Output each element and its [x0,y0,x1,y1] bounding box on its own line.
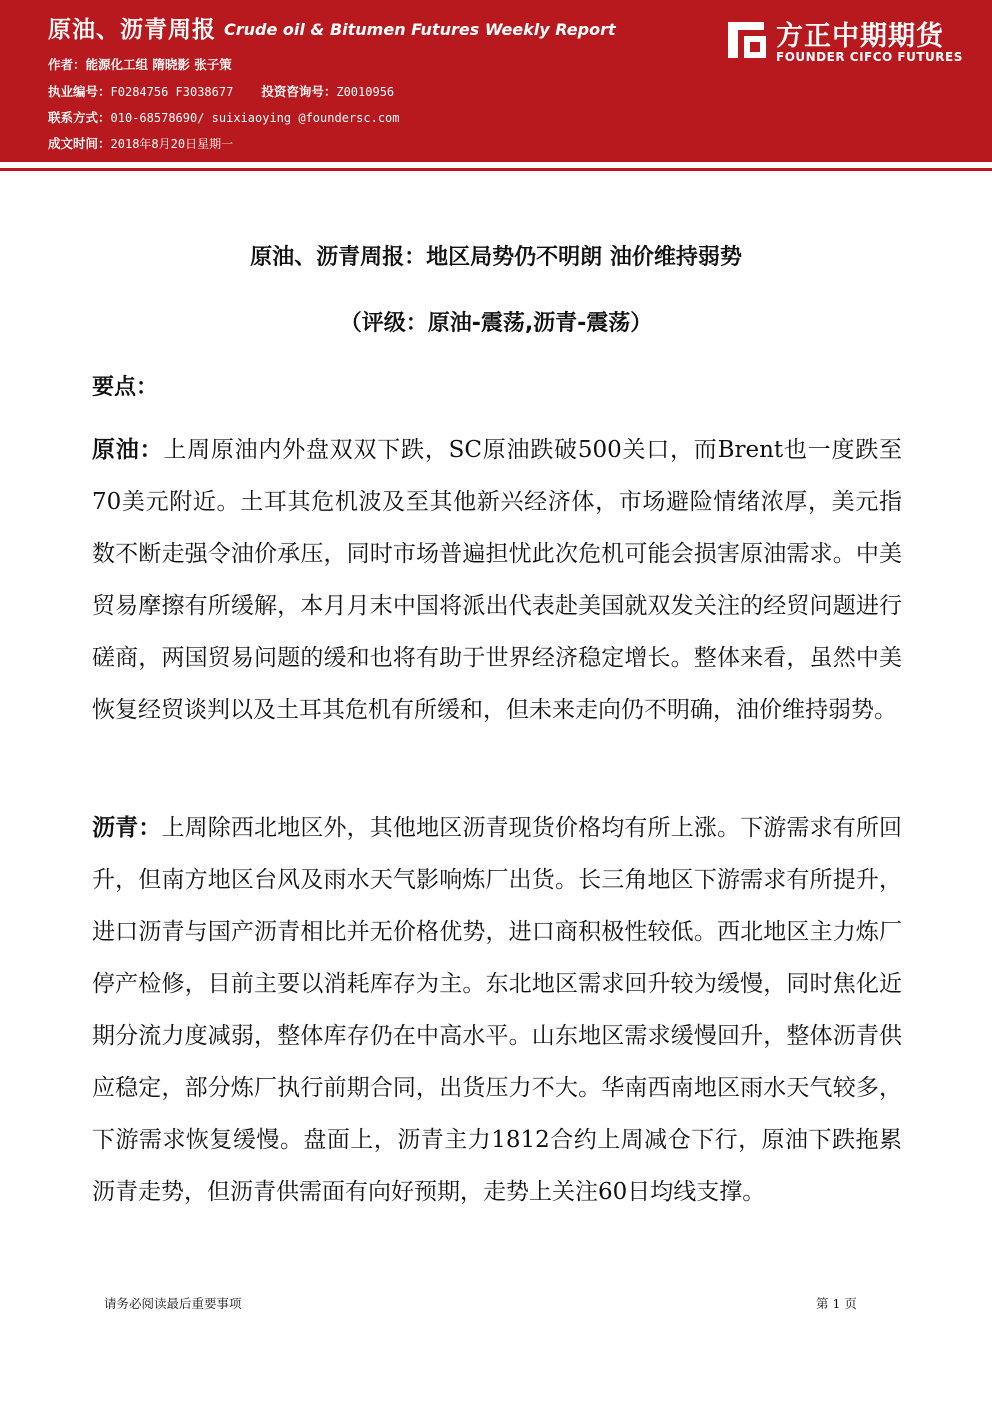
consult-value: Z0010956 [336,85,395,99]
document-rating: （评级：原油-震荡,沥青-震荡） [339,311,653,336]
asphalt-lead: 沥青： [92,815,162,841]
company-logo [724,12,976,70]
crude-oil-lead: 原油： [92,437,164,463]
report-title-bar [48,11,616,44]
license-value: F0284756 F3038677 [110,85,234,99]
author-label: 作者： [48,57,86,72]
date-label: 成文时间： [48,136,111,151]
contact-label: 联系方式： [48,110,111,125]
author-line [48,55,232,73]
contact-value: 010-68578690/ suixiaoying @foundersc.com [110,111,400,125]
date-value: 2018年8月20日星期一 [110,137,234,151]
key-points-heading: 要点： [92,375,159,400]
license-line [48,82,394,100]
consult-label: 投资咨询号： [261,84,337,99]
report-title-zh: 原油、沥青周报 [48,17,216,43]
contact-line [48,108,400,126]
author-value: 能源化工组 隋晓影 张子策 [85,57,232,72]
document-title: 原油、沥青周报：地区局势仍不明朗 油价维持弱势 [250,245,742,270]
asphalt-text: 上周除西北地区外，其他地区沥青现货价格均有所上涨。下游需求有所回升，但南方地区台风及雨水天气影响炼厂出货。长三角地区下游需求有所提升，进口沥青与国产沥青相比并无价格优势，进口商积极性较低。西北地区主力炼厂停产检修，目前主要以消耗库存为主。东北地区需求回升较为缓慢，同时焦化近期分流力度减弱，整体库存仍在中高水平。山东地区需求缓慢回升，整体沥青供应稳定，部分炼厂执行前期合同，出货压力不大。华南西南地区雨水天气较多，下游需求恢复缓慢。盘面上，沥青主力1812合约上周减仓下行，原油下跌拖累沥青走势，但沥青供需面有向好预期，走势上关注60日均线支撑。 [92,815,903,1205]
crude-oil-text: 上周原油内外盘双双下跌，SC原油跌破500关口，而Brent也一度跌至70美元附近。土耳其危机波及至其他新兴经济体，市场避险情绪浓厚，美元指数不断走强令油价承压，同时市场普遍担忧此次危机可能会损害原油需求。中美贸易摩擦有所缓解，本月月末中国将派出代表赴美国就双发关注的经贸问题进行磋商，两国贸易问题的缓和也将有助于世界经济稳定增长。整体来看，虽然中美恢复经贸谈判以及土耳其危机有所缓和，但未来走向仍不明确，油价维持弱势。 [92,437,903,723]
logo-name-en: FOUNDER CIFCO FUTURES [776,50,963,64]
asphalt-paragraph [92,802,902,1218]
crude-oil-paragraph [92,424,902,736]
logo-name-zh: 方正中期期货 [776,21,944,52]
license-label: 执业编号： [48,84,111,99]
date-line [48,134,233,152]
report-header [0,0,992,162]
report-title-en: Crude oil & Bitumen Futures Weekly Report [224,20,616,39]
founder-logo-icon [724,16,770,62]
header-divider [0,168,992,171]
page-number: 第 1 页 [816,1296,857,1311]
footer-notice: 请务必阅读最后重要事项 [104,1296,242,1311]
